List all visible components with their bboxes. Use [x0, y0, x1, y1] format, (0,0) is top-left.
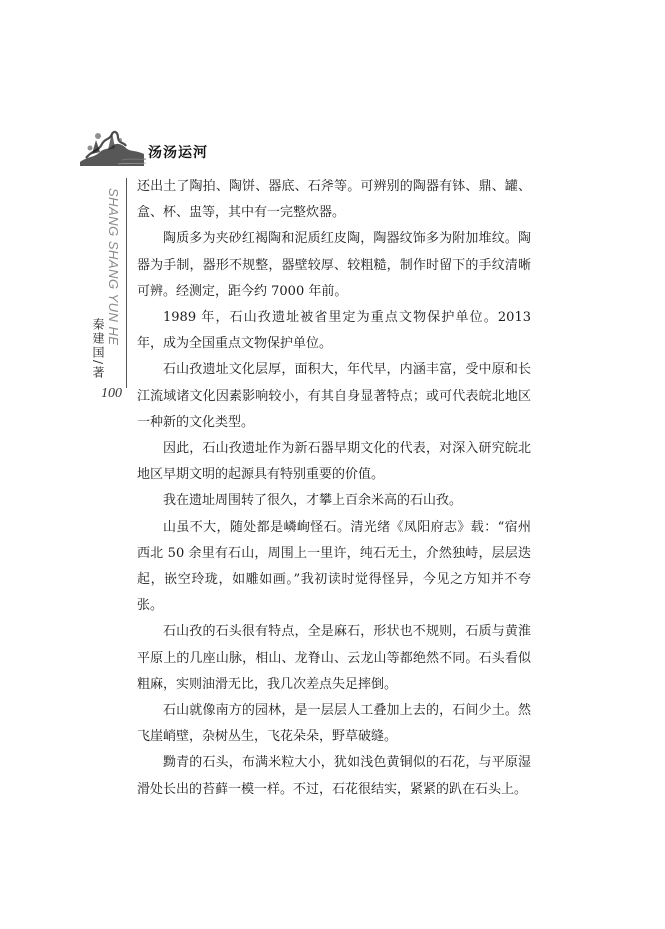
paragraph: 黝青的石头，布满米粒大小，犹如浅色黄铜似的石花，与平原湿滑处长出的苔藓一模一样。不过，石花很结实，紧紧的趴在石头上。	[137, 755, 531, 797]
paragraph: 还出土了陶拍、陶饼、器底、石斧等。可辨别的陶器有钵、鼎、罐、盒、杯、盅等，其中有一完整炊器。	[137, 179, 531, 221]
paragraph: 1989 年，石山孜遗址被省里定为重点文物保护单位。2013 年，成为全国重点文物保护单位。	[137, 310, 531, 352]
paragraph: 石山孜遗址文化层厚，面积大，年代早，内涵丰富，受中原和长江流域诸文化因素影响较小，有其自身显著特点；或可代表皖北地区一种新的文化类型。	[137, 362, 531, 430]
paragraph: 石山孜的石头很有特点，全是麻石，形状也不规则，石质与黄淮平原上的几座山脉，相山、龙脊山、云龙山等都绝然不同。石头看似粗麻，实则油滑无比，我几次差点失足摔倒。	[137, 624, 531, 692]
paragraph: 石山就像南方的园林，是一层层人工叠加上去的，石间少土。然飞崖峭壁，杂树丛生，飞花朵朵，野草破缝。	[137, 703, 531, 745]
side-pinyin-title: SHANG SHANG YUN HE	[106, 188, 121, 346]
page-number: 100	[101, 386, 122, 401]
header-ink-landscape-icon	[78, 122, 148, 170]
text-body	[137, 174, 531, 803]
side-divider	[126, 178, 127, 388]
paragraph: 因此，石山孜遗址作为新石器早期文化的代表，对深入研究皖北地区早期文明的起源具有特别重要的价值。	[137, 441, 531, 483]
paragraph: 陶质多为夹砂红褐陶和泥质红皮陶，陶器纹饰多为附加堆纹。陶器为手制，器形不规整，器壁较厚、较粗糙，制作时留下的手纹清晰可辨。经测定，距今约 7000 年前。	[137, 231, 531, 299]
side-author: 秦建国/著	[91, 318, 105, 381]
book-title: 汤汤运河	[148, 145, 208, 161]
paragraph: 我在遗址周围转了很久，才攀上百余米高的石山孜。	[163, 493, 463, 509]
paragraph: 山虽不大，随处都是嶙峋怪石。清光绪《凤阳府志》载：“宿州西北 50 余里有石山，周围上一里许，纯石无土，介然独峙，层层迭起，嵌空玲珑，如雕如画。”我初读时觉得怪异，今见之方知并不夸张。	[137, 519, 531, 614]
